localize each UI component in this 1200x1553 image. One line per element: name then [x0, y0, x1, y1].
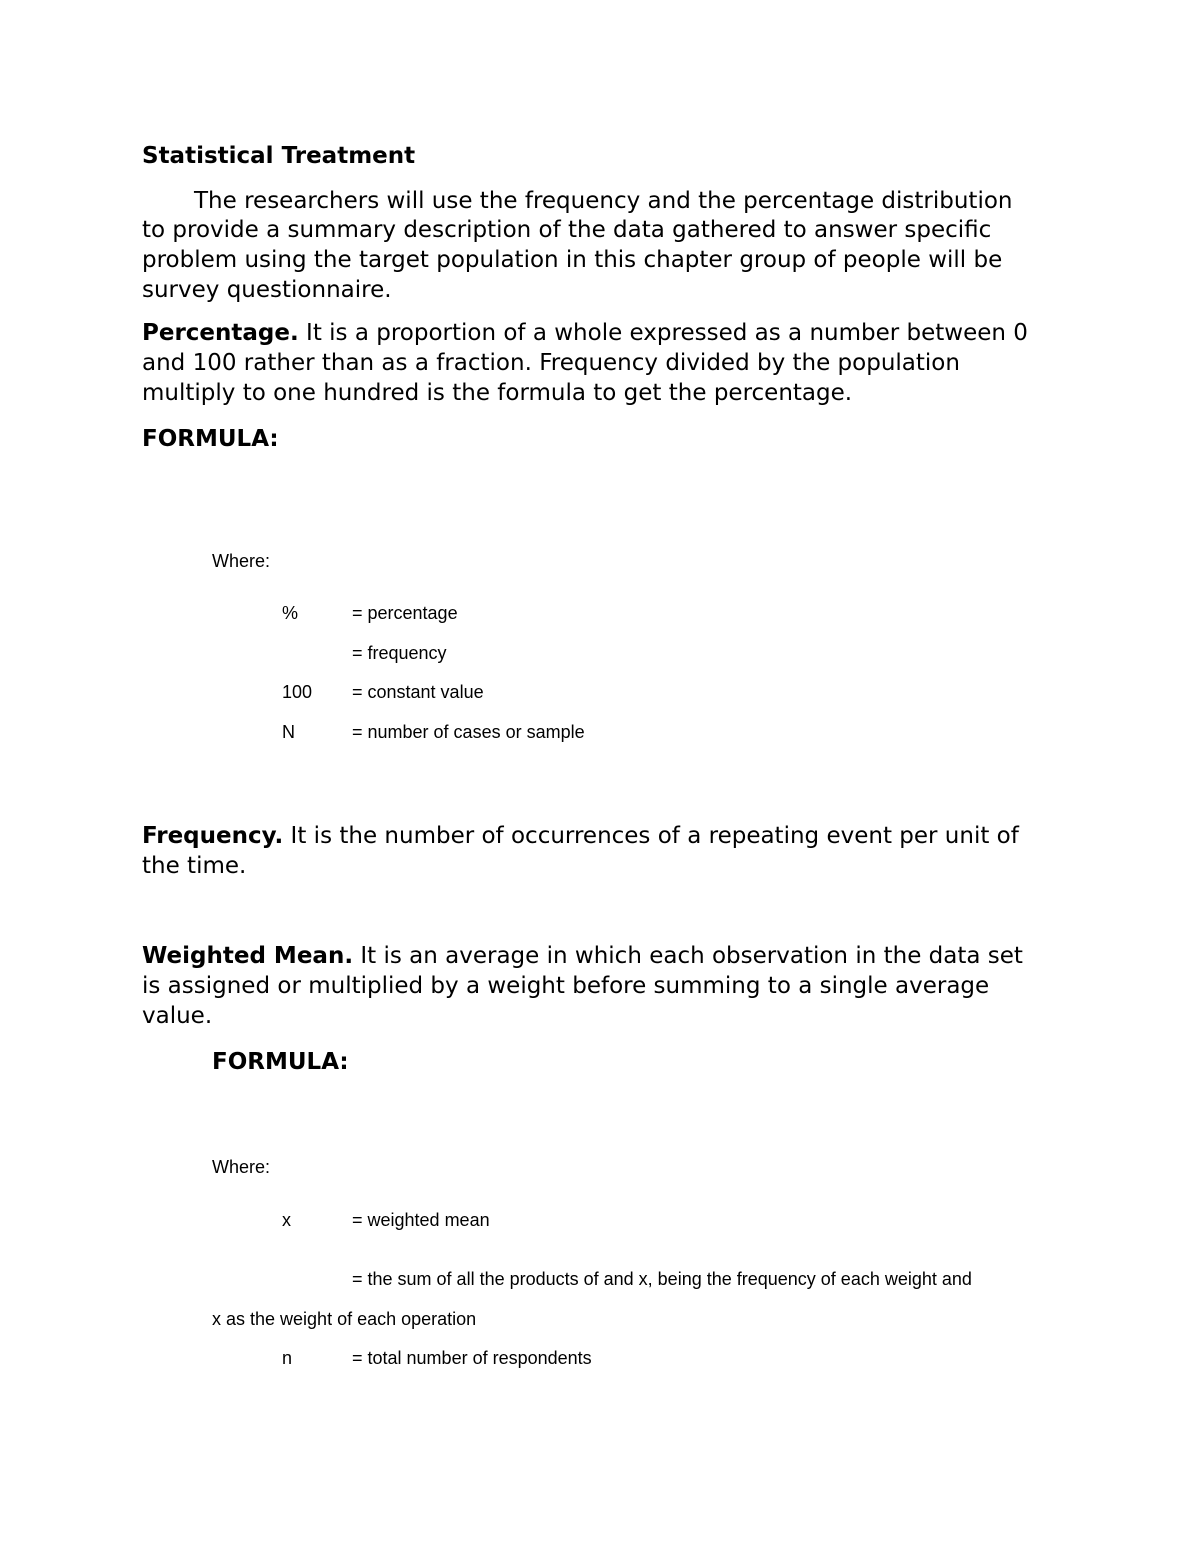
weighted-mean-definition-line: Weighted Mean. It is an average in which each observation in the data set [142, 943, 1023, 969]
legend-symbol: % [282, 603, 299, 623]
legend-definition-continuation: x as the weight of each operation [212, 1309, 477, 1329]
legend-symbol: x [282, 1210, 291, 1230]
legend-definition: = weighted mean [352, 1210, 490, 1230]
document-title: Statistical Treatment [142, 143, 416, 169]
formula-label: FORMULA: [212, 1049, 349, 1075]
percentage-definition-line: multiply to one hundred is the formula to get the percentage. [142, 380, 853, 406]
legend-definition: = percentage [352, 603, 458, 623]
legend-symbol: n [282, 1348, 293, 1368]
percentage-definition-line: Percentage. It is a proportion of a whole expressed as a number between 0 [142, 320, 1028, 346]
weighted-mean-term: Weighted Mean. [142, 943, 354, 969]
legend-definition: = frequency [352, 643, 447, 663]
where-label: Where: [212, 1157, 271, 1177]
intro-line: to provide a summary description of the data gathered to answer specific [142, 217, 992, 243]
legend-definition: = number of cases or sample [352, 722, 585, 742]
intro-line: The researchers will use the frequency and the percentage distribution [194, 188, 1013, 214]
weighted-mean-definition-line: value. [142, 1003, 213, 1029]
where-label: Where: [212, 551, 271, 571]
weighted-mean-definition-line: is assigned or multiplied by a weight before summing to a single average [142, 973, 990, 999]
legend-symbol: 100 [282, 682, 313, 702]
intro-line: survey questionnaire. [142, 277, 392, 303]
legend-definition: = the sum of all the products of and x, being the frequency of each weight and [352, 1269, 972, 1289]
frequency-term: Frequency. [142, 823, 284, 849]
frequency-definition-line: Frequency. It is the number of occurrences of a repeating event per unit of [142, 823, 1019, 849]
intro-line: problem using the target population in this chapter group of people will be [142, 247, 1003, 273]
legend-definition: = total number of respondents [352, 1348, 592, 1368]
legend-definition: = constant value [352, 682, 484, 702]
percentage-term: Percentage. [142, 320, 299, 346]
percentage-definition-line: and 100 rather than as a fraction. Frequency divided by the population [142, 350, 960, 376]
legend-symbol: N [282, 722, 295, 742]
formula-label: FORMULA: [142, 426, 279, 452]
frequency-definition-line: the time. [142, 853, 247, 879]
